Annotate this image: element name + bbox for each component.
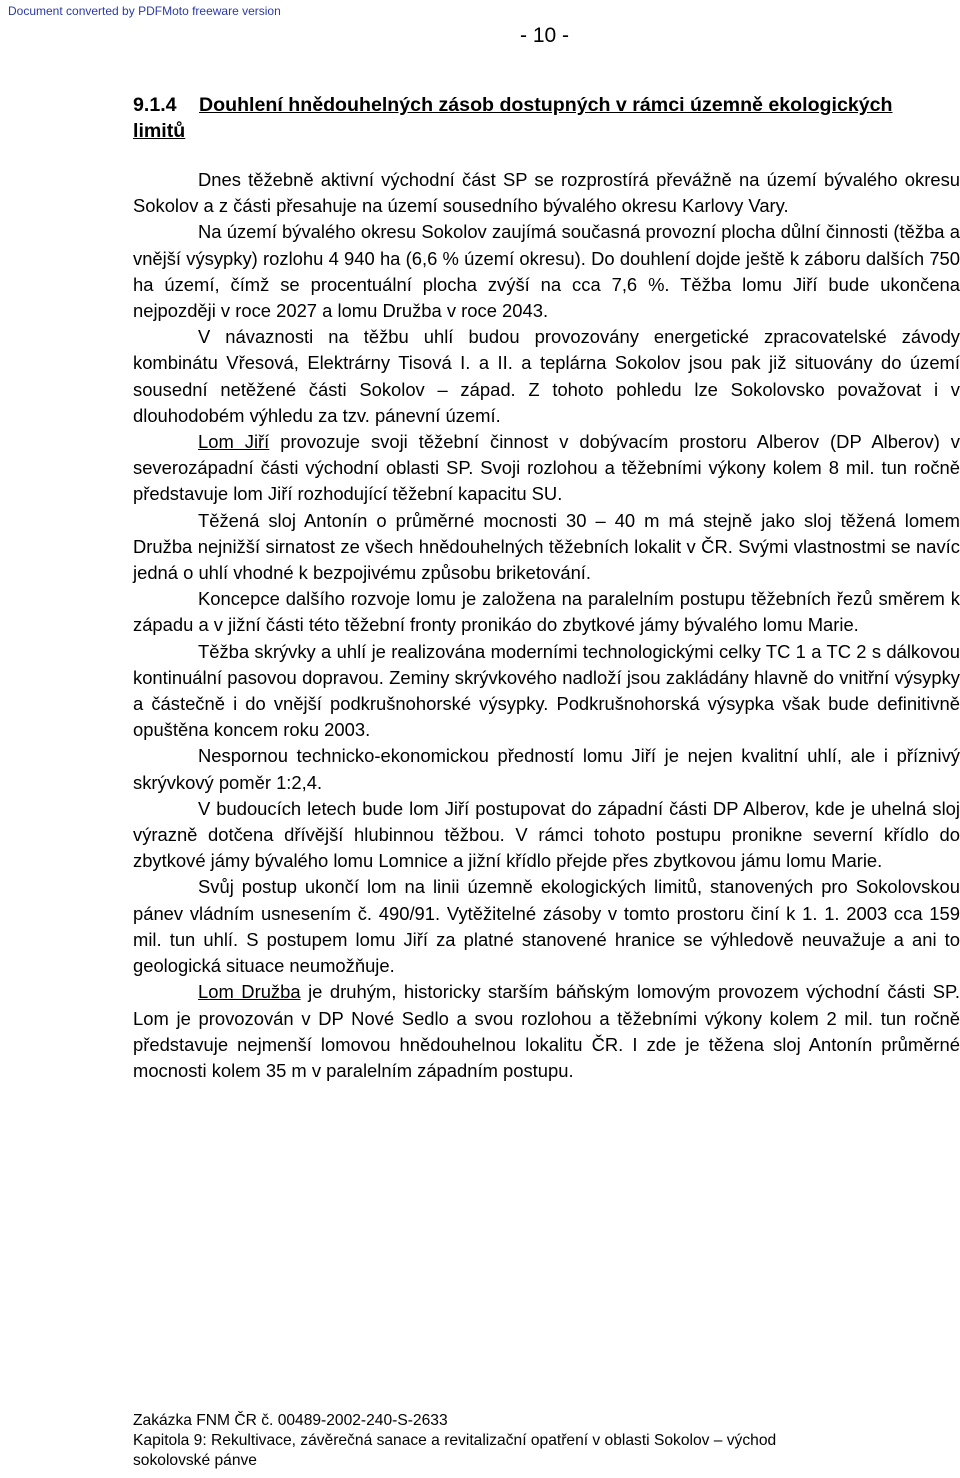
page-footer	[133, 1411, 960, 1471]
paragraph	[133, 324, 960, 429]
section-heading	[133, 92, 913, 144]
paragraph-text: Těžba skrývky a uhlí je realizována moderními technologickými celky TC 1 a TC 2 s dálkovou kontinuální pasovou dopravou. Zeminy skrývkového nadloží jsou zakládány hlavně do vnitřní výsypky a částečně i do vnější podkrušnohorské výsypky. Podkrušnohorská výsypka však bude definitivně opuštěna koncem roku 2003.	[133, 640, 960, 741]
paragraph-text: Koncepce dalšího rozvoje lomu je založena na paralelním postupu těžebních řezů směrem k západu a v jižní části této těžební fronty pronikáo do zbytkové jámy bývalého lomu Marie.	[133, 588, 960, 636]
footer-chapter-continued: sokolovské pánve	[133, 1452, 257, 1469]
paragraph	[133, 639, 960, 744]
paragraph	[133, 874, 960, 979]
paragraph-text: je druhým, historicky starším báňským lomovým provozem východní části SP. Lom je provozován v DP Nové Sedlo a svou rozlohou a těžebními výkony kolem 2 mil. tun ročně představuje nejmenší lomovou hnědouhelnou lokalitu ČR. I zde je těžena sloj Antonín průměrné mocnosti kolem 35 m v paralelním západním postupu.	[133, 981, 960, 1081]
section-number: 9.1.4	[133, 94, 177, 116]
lom-jiri-link[interactable]: Lom Jiří	[198, 431, 270, 453]
document-body	[133, 167, 960, 1084]
paragraph-text: provozuje svoji těžební činnost v dobývacím prostoru Alberov (DP Alberov) v severozápadní části východní oblasti SP. Svoji rozlohou a těžebními výkony kolem 8 mil. tun ročně představuje lom Jiří rozhodující těžební kapacitu SU.	[133, 431, 960, 505]
paragraph	[133, 979, 960, 1084]
paragraph-text: V návaznosti na těžbu uhlí budou provozovány energetické zpracovatelské závody kombinátu Vřesová, Elektrárny Tisová I. a II. a teplárna Sokolov jsou pak již situovány do území sousední netěžené části Sokolov – západ. Z tohoto pohledu lze Sokolovsko považovat i v dlouhodobém výhledu za tzv. pánevní území.	[133, 326, 960, 426]
paragraph	[133, 586, 960, 638]
section-title: Douhlení hnědouhelných zásob dostupných v rámci územně ekologických limitů	[133, 94, 893, 142]
paragraph	[133, 219, 960, 324]
paragraph-text: Dnes těžebně aktivní východní část SP se rozprostírá převážně na území bývalého okresu Sokolov a z části přesahuje na území sousedního bývalého okresu Karlovy Vary.	[133, 169, 960, 217]
paragraph	[133, 429, 960, 508]
paragraph	[133, 508, 960, 587]
paragraph-text: Svůj postup ukončí lom na linii územně ekologických limitů, stanovených pro Sokolovskou pánev vládním usnesením č. 490/91. Vytěžitelné zásoby v tomto prostoru činí k 1. 1. 2003 cca 159 mil. tun uhlí. S postupem lomu Jiří za platné stanovené hranice se výhledově neuvažuje a ani to geologická situace neumožňuje.	[133, 876, 960, 977]
page-number: - 10 -	[520, 24, 570, 47]
paragraph	[133, 743, 960, 795]
lom-druzba-link[interactable]: Lom Družba	[198, 981, 301, 1003]
paragraph-text: Těžená sloj Antonín o průměrné mocnosti 30 – 40 m má stejně jako sloj těžená lomem Družba nejnižší sirnatost ze všech hnědouhelných těžebních lokalit v ČR. Svými vlastnostmi se navíc jedná o uhlí vhodné k bezpojivému způsobu briketování.	[133, 509, 960, 584]
paragraph	[133, 796, 960, 875]
footer-contract-number: Zakázka FNM ČR č. 00489-2002-240-S-2633	[133, 1412, 448, 1429]
footer-chapter: Kapitola 9: Rekultivace, závěrečná sanace a revitalizační opatření v oblasti Sokolov – východ	[133, 1432, 777, 1449]
paragraph	[133, 167, 960, 219]
paragraph-text: Na území bývalého okresu Sokolov zaujímá současná provozní plocha důlní činnosti (těžba a vnější výsypky) rozlohu 4 940 ha (6,6 % území okresu). Do douhlení dojde ještě k záboru dalších 750 ha území, čímž se procentuální plocha zvýší na cca 7,6 %. Těžba lomu Jiří bude ukončena nejpozději v roce 2027 a lomu Družba v roce 2043.	[133, 221, 960, 322]
paragraph-text: Nespornou technicko-ekonomickou předností lomu Jiří je nejen kvalitní uhlí, ale i příznivý skrývkový poměr 1:2,4.	[133, 745, 960, 793]
paragraph-text: V budoucích letech bude lom Jiří postupovat do západní části DP Alberov, kde je uhelná sloj výrazně dotčena dřívější hlubinnou těžbou. V rámci tohoto postupu pronikne severní křídlo do zbytkové jámy bývalého lomu Lomnice a jižní křídlo přejde přes zbytkovou jámu lomu Marie.	[133, 797, 960, 872]
converter-watermark: Document converted by PDFMoto freeware version	[8, 4, 281, 18]
